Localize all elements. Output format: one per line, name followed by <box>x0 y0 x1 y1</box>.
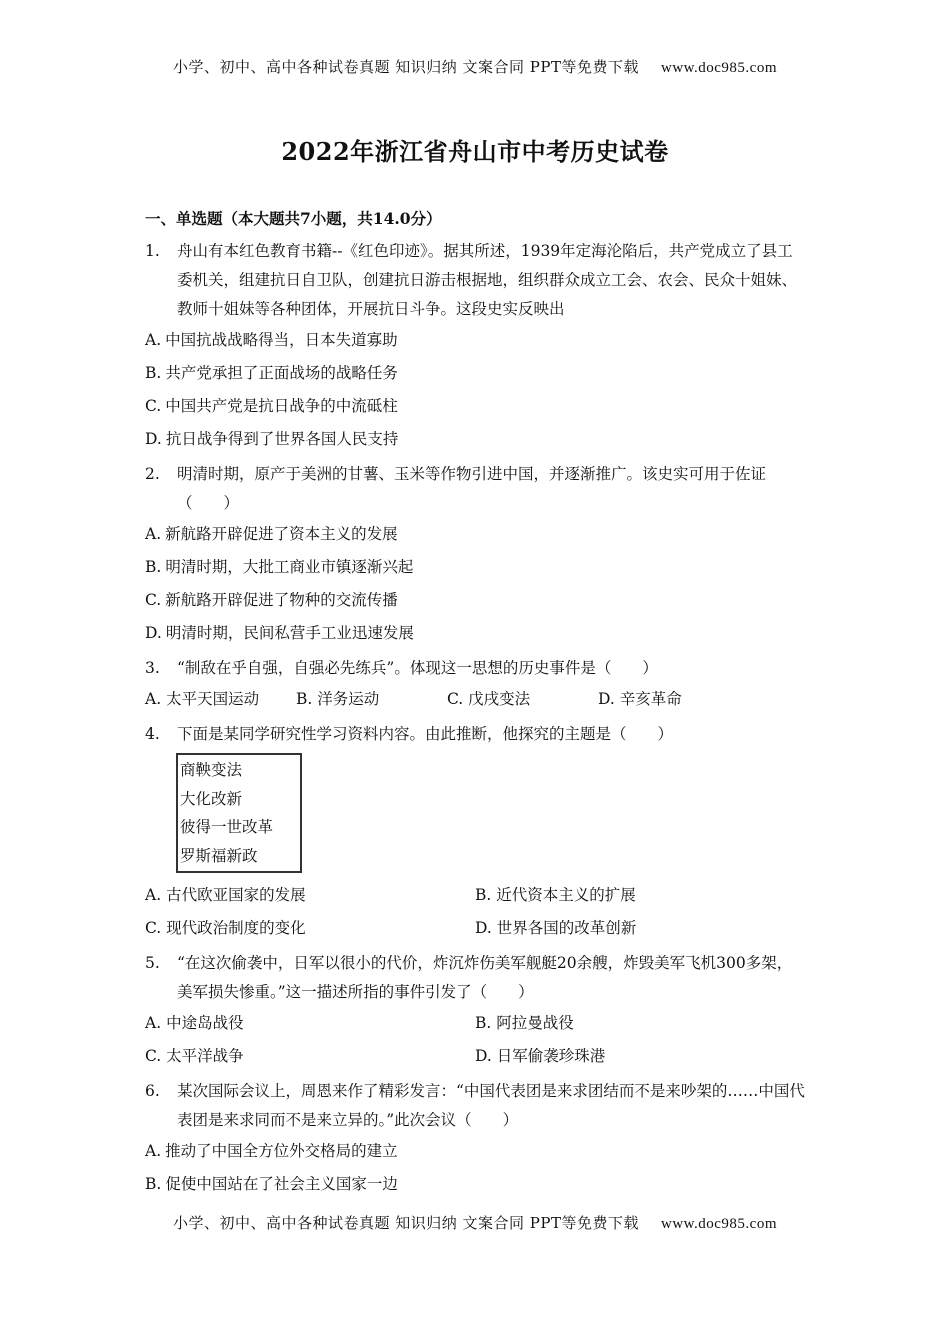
option-5a[interactable]: A. 中途岛战役 <box>145 1014 244 1032</box>
exam-title: 2022年浙江省舟山市中考历史试卷 <box>281 137 669 166</box>
exam-content <box>145 205 805 1201</box>
option-3c[interactable]: C. 戊戌变法 <box>447 690 531 708</box>
question-text: 明清时期，原产于美洲的甘薯、玉米等作物引进中国，并逐渐推广。该史实可用于佐证（ ） <box>177 465 767 512</box>
question-number: 6. <box>145 1082 160 1100</box>
option-1d[interactable]: D. 抗日战争得到了世界各国人民支持 <box>145 430 399 448</box>
material-box <box>176 753 302 873</box>
question-text: “在这次偷袭中，日军以很小的代价，炸沉炸伤美军舰艇20余艘，炸毁美军飞机300多架，美军损失惨重。”这一描述所指的事件引发了（ ） <box>177 954 793 1001</box>
question-number: 5. <box>145 954 160 972</box>
material-item: 商鞅变法 <box>180 761 243 779</box>
options-row <box>145 683 805 716</box>
option-5d[interactable]: D. 日军偷袭珍珠港 <box>475 1047 606 1065</box>
question-4 <box>145 720 805 749</box>
question-text: 下面是某同学研究性学习资料内容。由此推断，他探究的主题是（ ） <box>177 725 674 743</box>
material-item: 罗斯福新政 <box>180 846 258 865</box>
question-number: 1. <box>145 242 160 260</box>
page-header <box>0 56 950 77</box>
option-4c[interactable]: C. 现代政治制度的变化 <box>145 919 306 937</box>
question-number: 3. <box>145 659 160 677</box>
question-2 <box>145 460 805 518</box>
question-6 <box>145 1077 805 1135</box>
option-4b[interactable]: B. 近代资本主义的扩展 <box>475 886 636 904</box>
options-row <box>145 912 805 945</box>
question-text: “制敌在乎自强，自强必先练兵”。体现这一思想的历史事件是（ ） <box>177 659 658 677</box>
option-2a[interactable]: A. 新航路开辟促进了资本主义的发展 <box>145 525 398 543</box>
footer-text: 小学、初中、高中各种试卷真题 知识归纳 文案合同 PPT等免费下载 <box>172 1214 639 1232</box>
option-5b[interactable]: B. 阿拉曼战役 <box>475 1014 574 1032</box>
section-heading: 一、单选题（本大题共7小题，共14.0分） <box>145 209 442 228</box>
option-3b[interactable]: B. 洋务运动 <box>296 690 380 708</box>
material-item: 大化改新 <box>180 789 243 808</box>
option-5c[interactable]: C. 太平洋战争 <box>145 1047 244 1065</box>
header-site-link[interactable]: www.doc985.com <box>660 60 777 76</box>
option-2c[interactable]: C. 新航路开辟促进了物种的交流传播 <box>145 591 398 609</box>
option-1b[interactable]: B. 共产党承担了正面战场的战略任务 <box>145 364 398 382</box>
options-row <box>145 1007 805 1040</box>
question-number: 2. <box>145 465 160 483</box>
options-row <box>145 879 805 912</box>
footer-site-link[interactable]: www.doc985.com <box>660 1216 777 1232</box>
question-1 <box>145 237 805 324</box>
question-3 <box>145 654 805 683</box>
option-3a[interactable]: A. 太平天国运动 <box>145 690 260 708</box>
material-item: 彼得一世改革 <box>180 818 274 836</box>
question-number: 4. <box>145 725 160 743</box>
page-footer <box>0 1212 950 1233</box>
option-4d[interactable]: D. 世界各国的改革创新 <box>475 919 637 937</box>
options-row <box>145 1040 805 1073</box>
option-1a[interactable]: A. 中国抗战战略得当，日本失道寡助 <box>145 331 398 349</box>
option-1c[interactable]: C. 中国共产党是抗日战争的中流砥柱 <box>145 397 398 415</box>
header-text: 小学、初中、高中各种试卷真题 知识归纳 文案合同 PPT等免费下载 <box>172 58 639 76</box>
option-4a[interactable]: A. 古代欧亚国家的发展 <box>145 886 306 904</box>
option-2d[interactable]: D. 明清时期，民间私营手工业迅速发展 <box>145 624 414 642</box>
question-text: 舟山有本红色教育书籍--《红色印迹》。据其所述，1939年定海沦陷后，共产党成立了县工委机关，组建抗日自卫队，创建抗日游击根据地，组织群众成立工会、农会、民众十姐妹、教师十姐妹等各种团体，开展抗日斗争。这段史实反映出 <box>177 242 798 318</box>
question-5 <box>145 949 805 1007</box>
option-2b[interactable]: B. 明清时期，大批工商业市镇逐渐兴起 <box>145 558 414 576</box>
option-6b[interactable]: B. 促使中国站在了社会主义国家一边 <box>145 1175 398 1193</box>
option-6a[interactable]: A. 推动了中国全方位外交格局的建立 <box>145 1142 398 1160</box>
question-text: 某次国际会议上，周恩来作了精彩发言：“中国代表团是来求团结而不是来吵架的……中国代表团是来求同而不是来立异的。”此次会议（ ） <box>177 1082 805 1129</box>
option-3d[interactable]: D. 辛亥革命 <box>598 690 682 708</box>
